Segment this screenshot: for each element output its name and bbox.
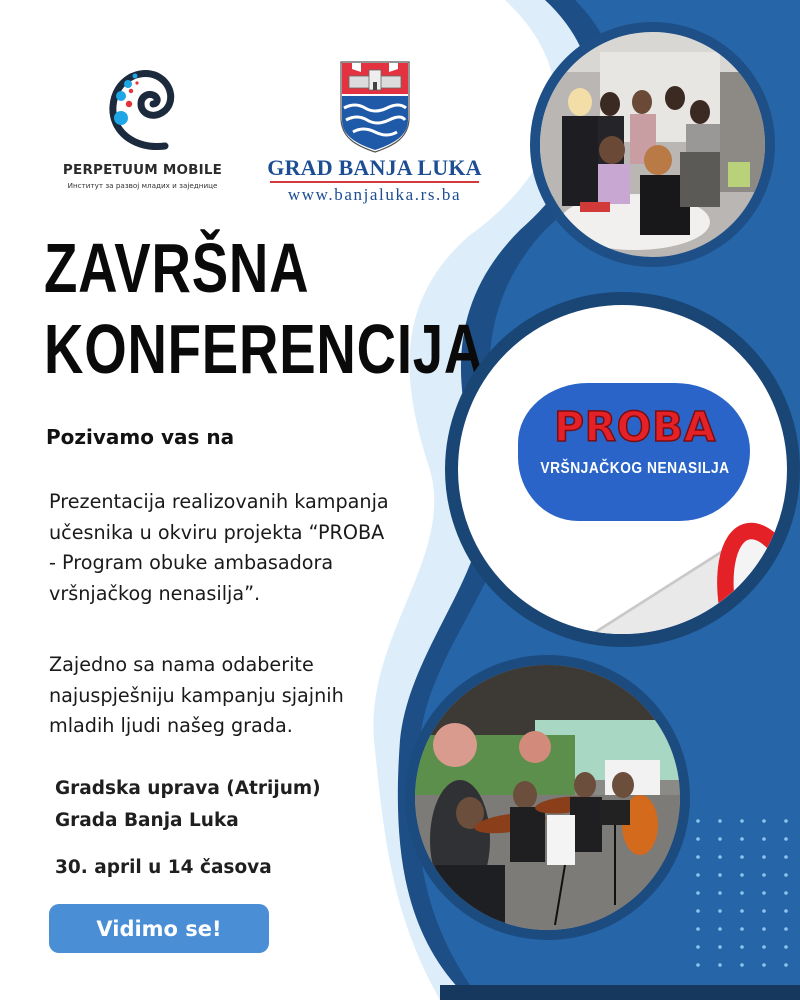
string-quartet-image: [415, 665, 680, 930]
venue-line-2: Grada Banja Luka: [55, 810, 239, 831]
page-title: [44, 228, 484, 390]
proba-subtitle: VRŠNJAČKOG NENASILJA: [540, 460, 730, 477]
banja-luka-divider: [270, 181, 479, 183]
proba-title: PROBA: [554, 403, 716, 451]
title-line-2: KONFERENCIJA: [44, 310, 485, 388]
call-to-vote-paragraph: [49, 650, 344, 742]
perpetuum-mobile-subtitle: Институт за развој младих и заједнице: [67, 181, 218, 190]
venue: [55, 773, 321, 837]
title-line-1: ZAVRŠNA: [44, 229, 310, 307]
perpetuum-mobile-name: PERPETUUM MOBILE: [62, 162, 223, 178]
string-quartet-photo: [405, 655, 690, 940]
description-line: Prezentacija realizovanih kampanja: [49, 490, 389, 513]
description-line: vršnjačkog nenasilja”.: [49, 581, 261, 605]
group-photo-image: [540, 32, 765, 257]
description-paragraph: [49, 487, 389, 609]
description-line: učesnika u okviru projekta “PROBA: [49, 520, 385, 544]
decorative-dot-grid: [692, 817, 792, 977]
call-to-vote-line: Zajedno sa nama odaberite: [49, 653, 314, 676]
perpetuum-mobile-logo: [55, 58, 230, 198]
banja-luka-url: www.banjaluka.rs.ba: [287, 185, 462, 204]
event-datetime: 30. april u 14 časova: [55, 857, 272, 878]
proba-badge: [445, 292, 800, 647]
megaphone-icon: [516, 485, 800, 647]
description-line: - Program obuke ambasadora: [49, 551, 334, 574]
vidimo-se-button[interactable]: Vidimo se!: [49, 904, 269, 953]
group-photo: [530, 22, 775, 267]
invite-heading: Pozivamo vas na: [46, 425, 235, 449]
call-to-vote-line: mladih ljudi našeg grada.: [49, 714, 293, 737]
venue-line-1: Gradska uprava (Atrijum): [55, 778, 321, 799]
call-to-vote-line: najuspješniju kampanju sjajnih: [49, 683, 344, 707]
banja-luka-name: GRAD BANJA LUKA: [267, 155, 482, 180]
coat-of-arms-icon: [335, 58, 415, 154]
banja-luka-logo: [262, 58, 487, 205]
spiral-logo-icon: [103, 58, 183, 158]
